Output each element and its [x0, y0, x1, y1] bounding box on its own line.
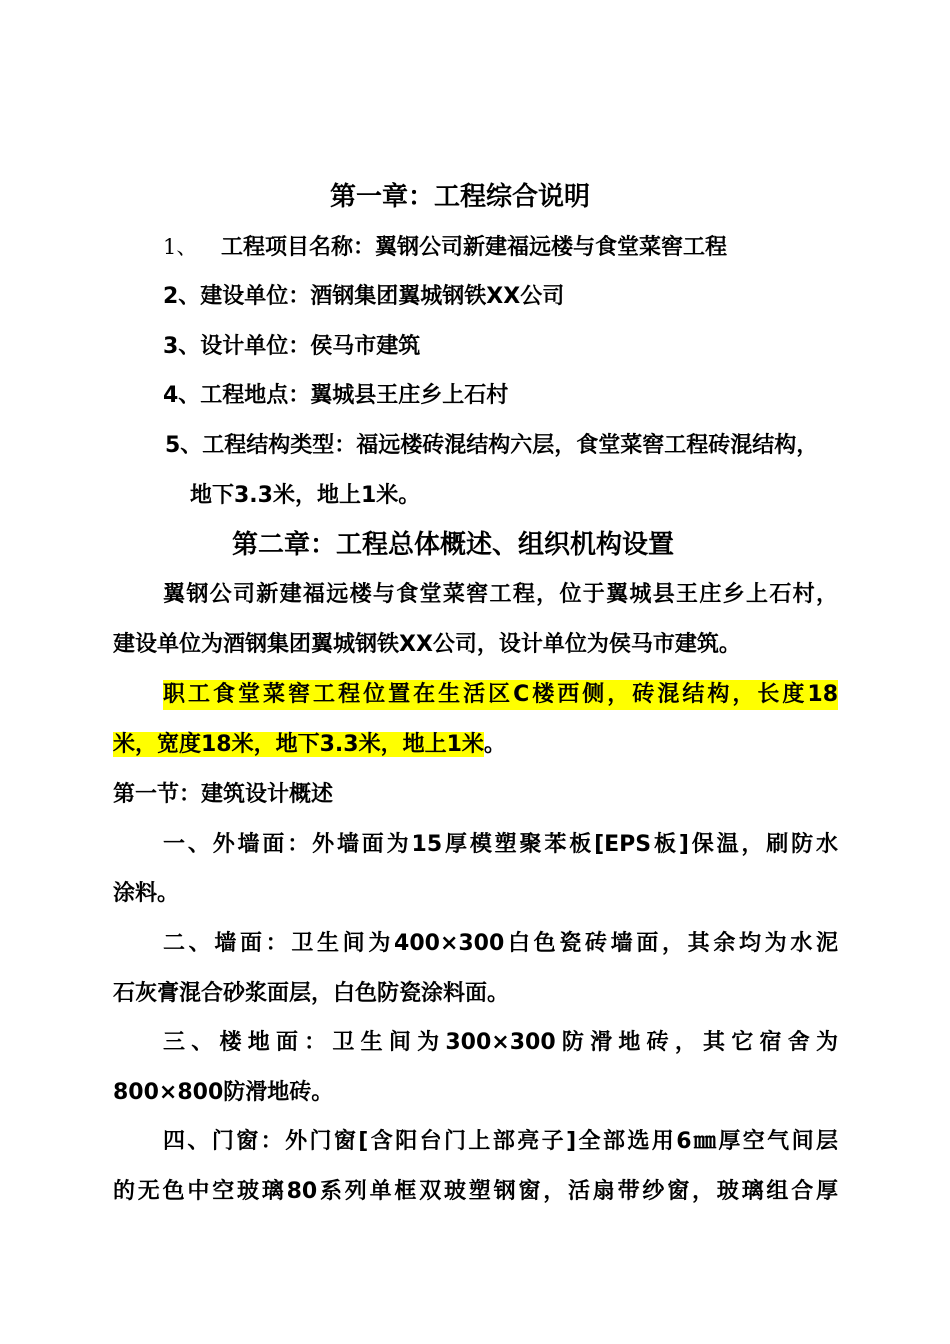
item2: 2、建设单位：酒钢集团翼城钢铁XX公司 [163, 284, 565, 309]
item1 [163, 232, 727, 263]
p1-line1: 一、外墙面：外墙面为15厚模塑聚苯板[EPS板]保温，刷防水 [163, 832, 838, 857]
para1-line2: 建设单位为酒钢集团翼城钢铁XX公司，设计单位为侯马市建筑。 [113, 632, 741, 657]
item1-text: 工程项目名称：翼钢公司新建福远楼与食堂菜窖工程 [221, 235, 728, 260]
p3-line1: 三、楼地面：卫生间为300×300防滑地砖，其它宿舍为 [163, 1030, 838, 1055]
para2-line1-highlighted: 职工食堂菜窖工程位置在生活区C楼西侧，砖混结构，长度18 [163, 680, 838, 710]
item3: 3、设计单位：侯马市建筑 [163, 334, 421, 359]
item5-line1: 5、工程结构类型：福远楼砖混结构六层，食堂菜窖工程砖混结构， [165, 433, 819, 458]
para2-end-mark: 。 [483, 732, 506, 757]
p2-line2: 石灰膏混合砂浆面层，白色防瓷涂料面。 [113, 981, 510, 1006]
p3-line2: 800×800防滑地砖。 [113, 1080, 334, 1105]
chapter1-title: 第一章：工程综合说明 [330, 182, 591, 212]
para2-line2 [113, 730, 506, 760]
p4-line1: 四、门窗：外门窗[含阳台门上部亮子]全部选用6㎜厚空气间层 [163, 1129, 838, 1154]
item1-number: 1、 [163, 235, 198, 259]
para1-line1: 翼钢公司新建福远楼与食堂菜窖工程，位于翼城县王庄乡上石村， [163, 582, 838, 607]
p1-line2: 涂料。 [113, 881, 180, 906]
item4: 4、工程地点：翼城县王庄乡上石村 [163, 383, 509, 408]
item5-line2: 地下3.3米，地上1米。 [190, 483, 421, 508]
p2-line1: 二、墙面：卫生间为400×300白色瓷砖墙面，其余均为水泥 [163, 931, 838, 956]
chapter2-title: 第二章：工程总体概述、组织机构设置 [232, 530, 675, 560]
p4-line2: 的无色中空玻璃80系列单框双玻塑钢窗，活扇带纱窗，玻璃组合厚 [113, 1179, 838, 1204]
section1-heading: 第一节：建筑设计概述 [113, 782, 334, 807]
para2-line2-highlighted: 米，宽度18米，地下3.3米，地上1米 [113, 732, 484, 757]
